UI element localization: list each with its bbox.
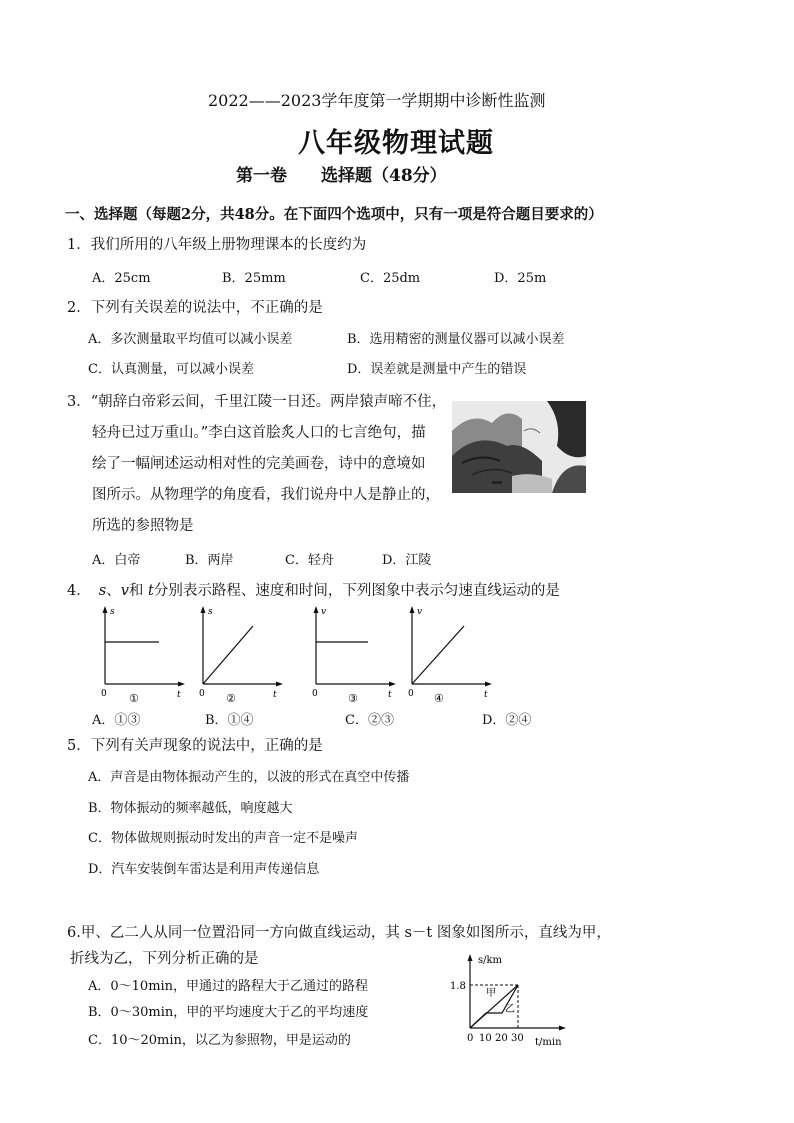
q6-option-a: A．0～10min，甲通过的路程大于乙通过的路程 — [88, 979, 369, 994]
x-axis-label: t — [388, 690, 392, 700]
x-axis-label: t — [484, 690, 488, 700]
q1-stem: 1．我们所用的八年级上册物理课本的长度约为 — [67, 237, 367, 253]
q4-var-v: v — [120, 583, 129, 599]
q4-graph-4 — [402, 604, 502, 706]
q4-option-b: B．①④ — [205, 713, 254, 728]
graph-line — [412, 626, 464, 684]
q4-var-s: s — [98, 583, 107, 599]
q4-stem-rest: 分别表示路程、速度和时间，下列图象中表示匀速直线运动的是 — [153, 583, 560, 599]
q5-option-d: D．汽车安装倒车雷达是利用声传递信息 — [88, 862, 320, 877]
q4-graph-2 — [193, 604, 293, 706]
q3-stem-line-3: 绘了一幅闸述运动相对性的完美画卷，诗中的意境如 — [92, 456, 426, 472]
q6-stem-line-1: 6.甲、乙二人从同一位置沿同一方向做直线运动，其 s－t 图象如图所示，直线为甲， — [67, 925, 611, 941]
q4-graph-3 — [306, 604, 406, 706]
x-tick-0: 0 — [467, 1033, 474, 1044]
origin-label: 0 — [199, 689, 205, 699]
graph-number: ④ — [434, 692, 444, 705]
q3-option-b: B．两岸 — [185, 553, 234, 568]
volume-heading: 第一卷 选择题（48分） — [236, 166, 447, 186]
graph-number: ① — [129, 692, 139, 705]
y-axis-arrow — [103, 606, 108, 613]
q2-stem: 2．下列有关误差的说法中，不正确的是 — [67, 300, 323, 316]
q3-option-a: A．白帝 — [92, 553, 141, 568]
q3-stem-line-1: 3．“朝辞白帝彩云间，千里江陵一日还。两岸猿声啼不住， — [67, 394, 447, 410]
q6-st-graph — [448, 951, 574, 1047]
q2-option-d: D．误差就是测量中产生的错误 — [347, 362, 527, 377]
graph-number: ③ — [348, 692, 358, 705]
q3-stem-line-5: 所选的参照物是 — [92, 518, 194, 534]
q2-option-c: C．认真测量，可以减小误差 — [88, 362, 254, 377]
q4-option-d: D．②④ — [482, 713, 532, 728]
q5-option-a: A．声音是由物体振动产生的，以波的形式在真空中传播 — [88, 770, 410, 785]
y-axis-label: s — [110, 607, 115, 617]
y-axis-label: v — [321, 607, 327, 617]
x-axis-label: t — [273, 690, 277, 700]
x-tick-10: 10 — [479, 1033, 492, 1044]
y-axis-label: s — [208, 607, 213, 617]
q5-option-b: B．物体振动的频率越低，响度越大 — [88, 801, 293, 816]
q1-option-d: D．25m — [494, 271, 547, 286]
section-heading: 一、选择题（每题2分，共48分。在下面四个选项中，只有一项是符合题目要求的） — [65, 206, 603, 223]
q4-graph-1 — [95, 604, 195, 706]
x-axis-arrow — [559, 1026, 566, 1031]
landscape-painting-image — [452, 401, 586, 493]
origin-label: 0 — [408, 689, 414, 699]
x-tick-30: 30 — [511, 1033, 524, 1044]
q1-option-a: A．25cm — [92, 271, 151, 286]
q6-stem-line-2: 折线为乙，下列分析正确的是 — [70, 951, 259, 967]
q3-stem-line-2: 轻舟已过万重山。”李白这首脍炙人口的七言绝句，描 — [92, 425, 426, 441]
x-axis-arrow — [276, 682, 283, 687]
q5-option-c: C．物体做规则振动时发出的声音一定不是噪声 — [88, 831, 358, 846]
q1-option-b: B．25mm — [222, 271, 286, 286]
label-yi: 乙 — [505, 1004, 515, 1015]
origin-label: 0 — [101, 689, 107, 699]
q5-stem: 5．下列有关声现象的说法中，正确的是 — [67, 738, 323, 754]
y-axis-label: s/km — [478, 955, 503, 966]
x-tick-20: 20 — [495, 1033, 508, 1044]
y-axis-arrow — [468, 954, 473, 961]
q4-stem — [67, 579, 560, 600]
x-axis-arrow — [485, 682, 492, 687]
q4-number: 4． — [67, 583, 91, 599]
label-jia: 甲 — [486, 988, 496, 999]
graph-line — [203, 626, 253, 684]
q4-option-c: C．②③ — [345, 713, 394, 728]
q3-stem-line-4: 图所示。从物理学的角度看，我们说舟中人是静止的， — [92, 487, 440, 503]
y-axis-label: v — [417, 607, 423, 617]
x-axis-label: t/min — [535, 1037, 562, 1047]
q1-option-c: C．25dm — [360, 271, 421, 286]
q2-option-b: B．选用精密的测量仪器可以减小误差 — [347, 332, 565, 347]
graph-number: ② — [226, 692, 236, 705]
q4-var-t: t — [148, 583, 154, 599]
y-axis-arrow — [410, 606, 415, 613]
y-axis-arrow — [314, 606, 319, 613]
q4-option-a: A．①③ — [92, 713, 141, 728]
q3-option-c: C．轻舟 — [285, 553, 334, 568]
x-axis-arrow — [389, 682, 396, 687]
q3-option-d: D．江陵 — [382, 553, 432, 568]
y-tick-1.8: 1.8 — [450, 981, 466, 992]
q4-sep-2: 和 — [128, 583, 148, 599]
exam-subtitle: 2022——2023学年度第一学期期中诊断性监测 — [208, 91, 546, 110]
q2-option-a: A．多次测量取平均值可以减小误差 — [88, 332, 293, 347]
q4-sep-1: 、 — [106, 583, 121, 599]
q6-option-b: B．0～30min，甲的平均速度大于乙的平均速度 — [88, 1005, 369, 1020]
y-axis-arrow — [201, 606, 206, 613]
origin-label: 0 — [312, 689, 318, 699]
exam-title: 八年级物理试题 — [298, 128, 494, 159]
q6-option-c: C．10～20min，以乙为参照物，甲是运动的 — [88, 1033, 351, 1048]
x-axis-arrow — [178, 682, 185, 687]
x-axis-label: t — [177, 690, 181, 700]
